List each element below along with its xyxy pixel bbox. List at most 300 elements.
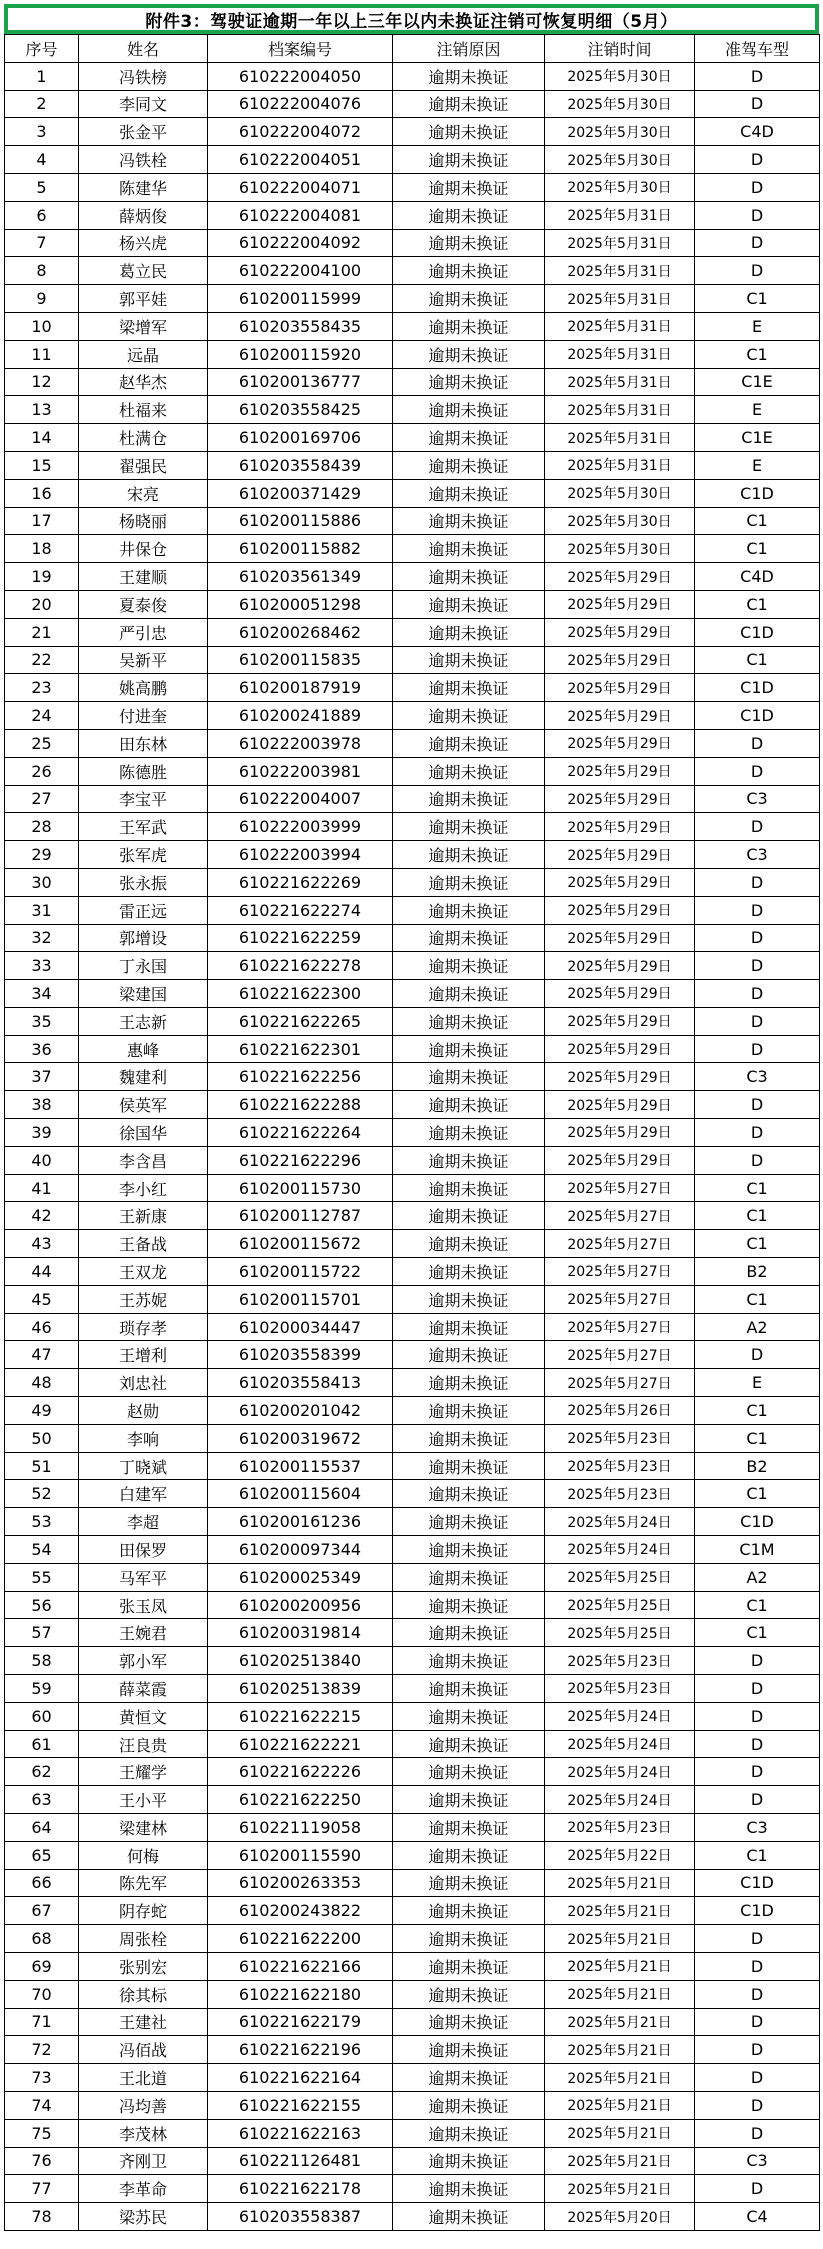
cell-serial: 52 [5, 1480, 79, 1508]
table-row [5, 1146, 820, 1174]
cell-time: 2025年5月23日 [545, 1647, 695, 1675]
cell-serial: 54 [5, 1536, 79, 1564]
cell-vehicle-class: C1 [695, 285, 820, 313]
cell-serial: 29 [5, 841, 79, 869]
cell-name: 王备战 [79, 1230, 208, 1258]
cell-file-number: 610200115722 [208, 1258, 393, 1286]
table-row [5, 507, 820, 535]
cell-file-number: 610221622256 [208, 1063, 393, 1091]
cell-time: 2025年5月23日 [545, 1424, 695, 1452]
cell-reason: 逾期未换证 [393, 813, 545, 841]
cell-serial: 5 [5, 173, 79, 201]
cell-vehicle-class: D [695, 2175, 820, 2203]
cell-file-number: 610221622215 [208, 1702, 393, 1730]
cell-file-number: 610200187919 [208, 674, 393, 702]
cell-file-number: 610200169706 [208, 424, 393, 452]
table-row [5, 896, 820, 924]
cell-time: 2025年5月21日 [545, 2008, 695, 2036]
cell-serial: 19 [5, 563, 79, 591]
table-row [5, 980, 820, 1008]
cell-vehicle-class: C1 [695, 1285, 820, 1313]
cell-file-number: 610203558425 [208, 396, 393, 424]
cell-time: 2025年5月31日 [545, 368, 695, 396]
cell-file-number: 610221622180 [208, 1980, 393, 2008]
cell-file-number: 610200319672 [208, 1424, 393, 1452]
cell-time: 2025年5月29日 [545, 618, 695, 646]
cell-serial: 15 [5, 451, 79, 479]
cell-serial: 71 [5, 2008, 79, 2036]
table-row [5, 1119, 820, 1147]
cell-vehicle-class: D [695, 1925, 820, 1953]
cell-time: 2025年5月29日 [545, 868, 695, 896]
cell-reason: 逾期未换证 [393, 1313, 545, 1341]
cell-name: 宋亮 [79, 479, 208, 507]
cell-reason: 逾期未换证 [393, 1647, 545, 1675]
cell-file-number: 610222003994 [208, 841, 393, 869]
cell-time: 2025年5月21日 [545, 1980, 695, 2008]
cell-vehicle-class: E [695, 1369, 820, 1397]
table-row [5, 1091, 820, 1119]
cell-serial: 62 [5, 1758, 79, 1786]
cell-reason: 逾期未换证 [393, 757, 545, 785]
cell-name: 吴新平 [79, 646, 208, 674]
cell-reason: 逾期未换证 [393, 1285, 545, 1313]
cell-reason: 逾期未换证 [393, 1480, 545, 1508]
cell-reason: 逾期未换证 [393, 1424, 545, 1452]
cell-vehicle-class: D [695, 229, 820, 257]
cell-name: 冯佰战 [79, 2036, 208, 2064]
cell-name: 李响 [79, 1424, 208, 1452]
table-row [5, 618, 820, 646]
cell-serial: 34 [5, 980, 79, 1008]
cell-serial: 11 [5, 340, 79, 368]
cell-name: 王军武 [79, 813, 208, 841]
cell-time: 2025年5月25日 [545, 1591, 695, 1619]
cell-serial: 36 [5, 1035, 79, 1063]
cell-file-number: 610200115999 [208, 285, 393, 313]
cell-time: 2025年5月31日 [545, 257, 695, 285]
cell-serial: 44 [5, 1258, 79, 1286]
table-row [5, 368, 820, 396]
cell-serial: 28 [5, 813, 79, 841]
cell-name: 夏泰俊 [79, 590, 208, 618]
cell-time: 2025年5月23日 [545, 1480, 695, 1508]
cell-vehicle-class: C3 [695, 841, 820, 869]
cell-reason: 逾期未换证 [393, 563, 545, 591]
cell-name: 郭增设 [79, 924, 208, 952]
cell-reason: 逾期未换证 [393, 1563, 545, 1591]
cell-reason: 逾期未换证 [393, 424, 545, 452]
cell-serial: 27 [5, 785, 79, 813]
cell-name: 王小平 [79, 1786, 208, 1814]
cell-file-number: 610200112787 [208, 1202, 393, 1230]
cell-reason: 逾期未换证 [393, 90, 545, 118]
cell-vehicle-class: C1 [695, 1424, 820, 1452]
table-row [5, 841, 820, 869]
cell-file-number: 610222003999 [208, 813, 393, 841]
cell-file-number: 610221622226 [208, 1758, 393, 1786]
cell-name: 姚高鹏 [79, 674, 208, 702]
cell-time: 2025年5月30日 [545, 118, 695, 146]
table-row [5, 590, 820, 618]
cell-serial: 35 [5, 1007, 79, 1035]
cell-reason: 逾期未换证 [393, 2119, 545, 2147]
cell-reason: 逾期未换证 [393, 1786, 545, 1814]
cell-name: 阴存蛇 [79, 1897, 208, 1925]
cell-time: 2025年5月29日 [545, 952, 695, 980]
cell-vehicle-class: C1 [695, 590, 820, 618]
cell-serial: 10 [5, 312, 79, 340]
cell-name: 齐刚卫 [79, 2147, 208, 2175]
cell-vehicle-class: C1 [695, 1230, 820, 1258]
cell-time: 2025年5月21日 [545, 2147, 695, 2175]
cell-time: 2025年5月24日 [545, 1730, 695, 1758]
cell-name: 薛菜霞 [79, 1675, 208, 1703]
cell-name: 付进奎 [79, 702, 208, 730]
cell-vehicle-class: D [695, 980, 820, 1008]
cell-vehicle-class: C1E [695, 424, 820, 452]
cell-name: 雷正远 [79, 896, 208, 924]
cell-serial: 75 [5, 2119, 79, 2147]
cell-reason: 逾期未换证 [393, 1814, 545, 1842]
cell-vehicle-class: D [695, 952, 820, 980]
cell-reason: 逾期未换证 [393, 1536, 545, 1564]
cell-vehicle-class: D [695, 146, 820, 174]
cell-reason: 逾期未换证 [393, 1702, 545, 1730]
table-row [5, 2119, 820, 2147]
cell-serial: 67 [5, 1897, 79, 1925]
table-row [5, 1230, 820, 1258]
cell-name: 刘忠社 [79, 1369, 208, 1397]
cell-vehicle-class: C3 [695, 2147, 820, 2175]
cell-serial: 23 [5, 674, 79, 702]
table-row [5, 757, 820, 785]
cell-time: 2025年5月31日 [545, 451, 695, 479]
cell-reason: 逾期未换证 [393, 1091, 545, 1119]
cell-vehicle-class: D [695, 201, 820, 229]
cell-serial: 1 [5, 62, 79, 90]
cell-file-number: 610200051298 [208, 590, 393, 618]
cell-vehicle-class: D [695, 1091, 820, 1119]
cell-reason: 逾期未换证 [393, 257, 545, 285]
cell-name: 翟强民 [79, 451, 208, 479]
cell-time: 2025年5月20日 [545, 2203, 695, 2231]
cell-name: 田保罗 [79, 1536, 208, 1564]
cell-serial: 40 [5, 1146, 79, 1174]
cell-time: 2025年5月29日 [545, 841, 695, 869]
cell-time: 2025年5月29日 [545, 590, 695, 618]
cell-time: 2025年5月30日 [545, 479, 695, 507]
table-row [5, 424, 820, 452]
cell-name: 白建军 [79, 1480, 208, 1508]
cell-serial: 32 [5, 924, 79, 952]
cell-name: 陈德胜 [79, 757, 208, 785]
table-row [5, 257, 820, 285]
table-row [5, 1897, 820, 1925]
table-row [5, 1841, 820, 1869]
cell-serial: 17 [5, 507, 79, 535]
cell-time: 2025年5月27日 [545, 1202, 695, 1230]
cell-vehicle-class: A2 [695, 1313, 820, 1341]
cell-name: 杜满仓 [79, 424, 208, 452]
cell-file-number: 610200097344 [208, 1536, 393, 1564]
cell-reason: 逾期未换证 [393, 340, 545, 368]
cell-reason: 逾期未换证 [393, 479, 545, 507]
table-row [5, 1675, 820, 1703]
cell-serial: 20 [5, 590, 79, 618]
cell-reason: 逾期未换证 [393, 2147, 545, 2175]
cell-file-number: 610221622221 [208, 1730, 393, 1758]
cell-serial: 58 [5, 1647, 79, 1675]
cell-vehicle-class: C1E [695, 368, 820, 396]
cell-serial: 31 [5, 896, 79, 924]
table-row [5, 312, 820, 340]
cell-time: 2025年5月24日 [545, 1702, 695, 1730]
cell-reason: 逾期未换证 [393, 1397, 545, 1425]
cell-name: 梁苏民 [79, 2203, 208, 2231]
cell-vehicle-class: C1M [695, 1536, 820, 1564]
cell-serial: 64 [5, 1814, 79, 1842]
cell-time: 2025年5月21日 [545, 2064, 695, 2092]
cell-time: 2025年5月21日 [545, 1869, 695, 1897]
cell-name: 郭小军 [79, 1647, 208, 1675]
cell-file-number: 610222004071 [208, 173, 393, 201]
cell-serial: 43 [5, 1230, 79, 1258]
cell-serial: 53 [5, 1508, 79, 1536]
cell-serial: 30 [5, 868, 79, 896]
table-row [5, 674, 820, 702]
cell-time: 2025年5月29日 [545, 924, 695, 952]
cell-time: 2025年5月24日 [545, 1508, 695, 1536]
cell-vehicle-class: C1D [695, 702, 820, 730]
cell-time: 2025年5月29日 [545, 1035, 695, 1063]
cell-vehicle-class: D [695, 1786, 820, 1814]
cell-serial: 12 [5, 368, 79, 396]
header-serial: 序号 [5, 35, 79, 63]
cell-vehicle-class: C1 [695, 1619, 820, 1647]
table-row [5, 1647, 820, 1675]
cell-name: 杨晓丽 [79, 507, 208, 535]
table-row [5, 1786, 820, 1814]
cell-time: 2025年5月27日 [545, 1230, 695, 1258]
table-row [5, 285, 820, 313]
cell-serial: 47 [5, 1341, 79, 1369]
cell-file-number: 610200115886 [208, 507, 393, 535]
cell-vehicle-class: C3 [695, 1063, 820, 1091]
cell-name: 李含昌 [79, 1146, 208, 1174]
cell-file-number: 610221622250 [208, 1786, 393, 1814]
cell-vehicle-class: C3 [695, 1814, 820, 1842]
cell-time: 2025年5月25日 [545, 1619, 695, 1647]
cell-reason: 逾期未换证 [393, 785, 545, 813]
cell-file-number: 610200115604 [208, 1480, 393, 1508]
cell-reason: 逾期未换证 [393, 507, 545, 535]
cell-vehicle-class: D [695, 1980, 820, 2008]
table-row [5, 62, 820, 90]
cell-vehicle-class: E [695, 396, 820, 424]
cell-serial: 9 [5, 285, 79, 313]
cell-vehicle-class: D [695, 1758, 820, 1786]
cell-name: 王建顺 [79, 563, 208, 591]
cell-time: 2025年5月29日 [545, 1007, 695, 1035]
cell-file-number: 610202513839 [208, 1675, 393, 1703]
table-row [5, 1035, 820, 1063]
table-row [5, 118, 820, 146]
cell-reason: 逾期未换证 [393, 1007, 545, 1035]
cell-file-number: 610203558413 [208, 1369, 393, 1397]
table-row [5, 1174, 820, 1202]
cell-vehicle-class: C4D [695, 563, 820, 591]
cell-vehicle-class: D [695, 896, 820, 924]
cell-vehicle-class: D [695, 90, 820, 118]
cell-vehicle-class: C1 [695, 1591, 820, 1619]
cell-serial: 37 [5, 1063, 79, 1091]
cell-vehicle-class: C4 [695, 2203, 820, 2231]
cell-file-number: 610221622296 [208, 1146, 393, 1174]
cell-vehicle-class: D [695, 2091, 820, 2119]
cell-reason: 逾期未换证 [393, 924, 545, 952]
cell-vehicle-class: D [695, 1341, 820, 1369]
cell-serial: 4 [5, 146, 79, 174]
cell-time: 2025年5月29日 [545, 1119, 695, 1147]
table-row [5, 1952, 820, 1980]
header-file-number: 档案编号 [208, 35, 393, 63]
cell-file-number: 610202513840 [208, 1647, 393, 1675]
table-row [5, 1313, 820, 1341]
cell-serial: 41 [5, 1174, 79, 1202]
cell-time: 2025年5月24日 [545, 1536, 695, 1564]
cell-reason: 逾期未换证 [393, 1758, 545, 1786]
cell-serial: 65 [5, 1841, 79, 1869]
cell-reason: 逾期未换证 [393, 1202, 545, 1230]
cell-vehicle-class: C3 [695, 785, 820, 813]
header-reason: 注销原因 [393, 35, 545, 63]
cell-reason: 逾期未换证 [393, 1119, 545, 1147]
cell-vehicle-class: C1 [695, 1841, 820, 1869]
cell-name: 周张栓 [79, 1925, 208, 1953]
cell-vehicle-class: D [695, 2008, 820, 2036]
cell-reason: 逾期未换证 [393, 2175, 545, 2203]
cell-serial: 13 [5, 396, 79, 424]
cell-serial: 69 [5, 1952, 79, 1980]
cell-file-number: 610221622269 [208, 868, 393, 896]
cell-name: 李茂林 [79, 2119, 208, 2147]
cell-vehicle-class: D [695, 2064, 820, 2092]
table-row [5, 1424, 820, 1452]
cell-time: 2025年5月31日 [545, 285, 695, 313]
cell-time: 2025年5月21日 [545, 1925, 695, 1953]
cell-file-number: 610221622164 [208, 2064, 393, 2092]
cell-time: 2025年5月21日 [545, 1897, 695, 1925]
cell-time: 2025年5月31日 [545, 340, 695, 368]
table-row [5, 396, 820, 424]
cell-file-number: 610221622288 [208, 1091, 393, 1119]
cell-reason: 逾期未换证 [393, 1897, 545, 1925]
table-row [5, 173, 820, 201]
table-row [5, 1202, 820, 1230]
cell-file-number: 610200371429 [208, 479, 393, 507]
cell-reason: 逾期未换证 [393, 146, 545, 174]
table-row [5, 229, 820, 257]
cell-serial: 50 [5, 1424, 79, 1452]
cell-name: 李超 [79, 1508, 208, 1536]
table-body [5, 62, 820, 2230]
cell-time: 2025年5月29日 [545, 674, 695, 702]
cell-time: 2025年5月23日 [545, 1675, 695, 1703]
cell-reason: 逾期未换证 [393, 1508, 545, 1536]
table-row [5, 1925, 820, 1953]
cell-file-number: 610221622265 [208, 1007, 393, 1035]
cell-reason: 逾期未换证 [393, 535, 545, 563]
cell-time: 2025年5月30日 [545, 507, 695, 535]
cell-file-number: 610200115672 [208, 1230, 393, 1258]
cell-time: 2025年5月27日 [545, 1369, 695, 1397]
cell-file-number: 610200268462 [208, 618, 393, 646]
cell-serial: 16 [5, 479, 79, 507]
cell-file-number: 610222004081 [208, 201, 393, 229]
table-row [5, 1369, 820, 1397]
cell-reason: 逾期未换证 [393, 1369, 545, 1397]
table-row [5, 1814, 820, 1842]
cell-time: 2025年5月30日 [545, 146, 695, 174]
cell-name: 赵华杰 [79, 368, 208, 396]
cell-name: 张永振 [79, 868, 208, 896]
cell-file-number: 610200115882 [208, 535, 393, 563]
cell-name: 王增利 [79, 1341, 208, 1369]
cell-time: 2025年5月27日 [545, 1258, 695, 1286]
cell-reason: 逾期未换证 [393, 1869, 545, 1897]
cell-name: 陈建华 [79, 173, 208, 201]
cell-name: 杨兴虎 [79, 229, 208, 257]
cell-name: 张军虎 [79, 841, 208, 869]
cell-time: 2025年5月29日 [545, 563, 695, 591]
cell-file-number: 610200115730 [208, 1174, 393, 1202]
cell-reason: 逾期未换证 [393, 1258, 545, 1286]
table-row [5, 1980, 820, 2008]
cell-time: 2025年5月29日 [545, 646, 695, 674]
table-row [5, 1508, 820, 1536]
table-row [5, 1730, 820, 1758]
cell-time: 2025年5月27日 [545, 1174, 695, 1202]
cell-vehicle-class: D [695, 2119, 820, 2147]
cell-reason: 逾期未换证 [393, 590, 545, 618]
cell-serial: 49 [5, 1397, 79, 1425]
cell-vehicle-class: C1 [695, 1480, 820, 1508]
cell-serial: 25 [5, 729, 79, 757]
cell-name: 郭平娃 [79, 285, 208, 313]
table-row [5, 146, 820, 174]
table-row [5, 1702, 820, 1730]
table-row [5, 1619, 820, 1647]
cell-vehicle-class: E [695, 312, 820, 340]
cell-file-number: 610203558399 [208, 1341, 393, 1369]
cell-name: 王苏妮 [79, 1285, 208, 1313]
cell-reason: 逾期未换证 [393, 1730, 545, 1758]
cell-file-number: 610200200956 [208, 1591, 393, 1619]
cell-vehicle-class: C1 [695, 1174, 820, 1202]
cell-reason: 逾期未换证 [393, 2091, 545, 2119]
cell-reason: 逾期未换证 [393, 201, 545, 229]
cell-vehicle-class: D [695, 2036, 820, 2064]
cell-time: 2025年5月23日 [545, 1814, 695, 1842]
cell-vehicle-class: D [695, 257, 820, 285]
cell-file-number: 610222004100 [208, 257, 393, 285]
table-row [5, 1007, 820, 1035]
table-row [5, 2203, 820, 2231]
header-name: 姓名 [79, 35, 208, 63]
cell-name: 张玉凤 [79, 1591, 208, 1619]
cell-file-number: 610222004072 [208, 118, 393, 146]
